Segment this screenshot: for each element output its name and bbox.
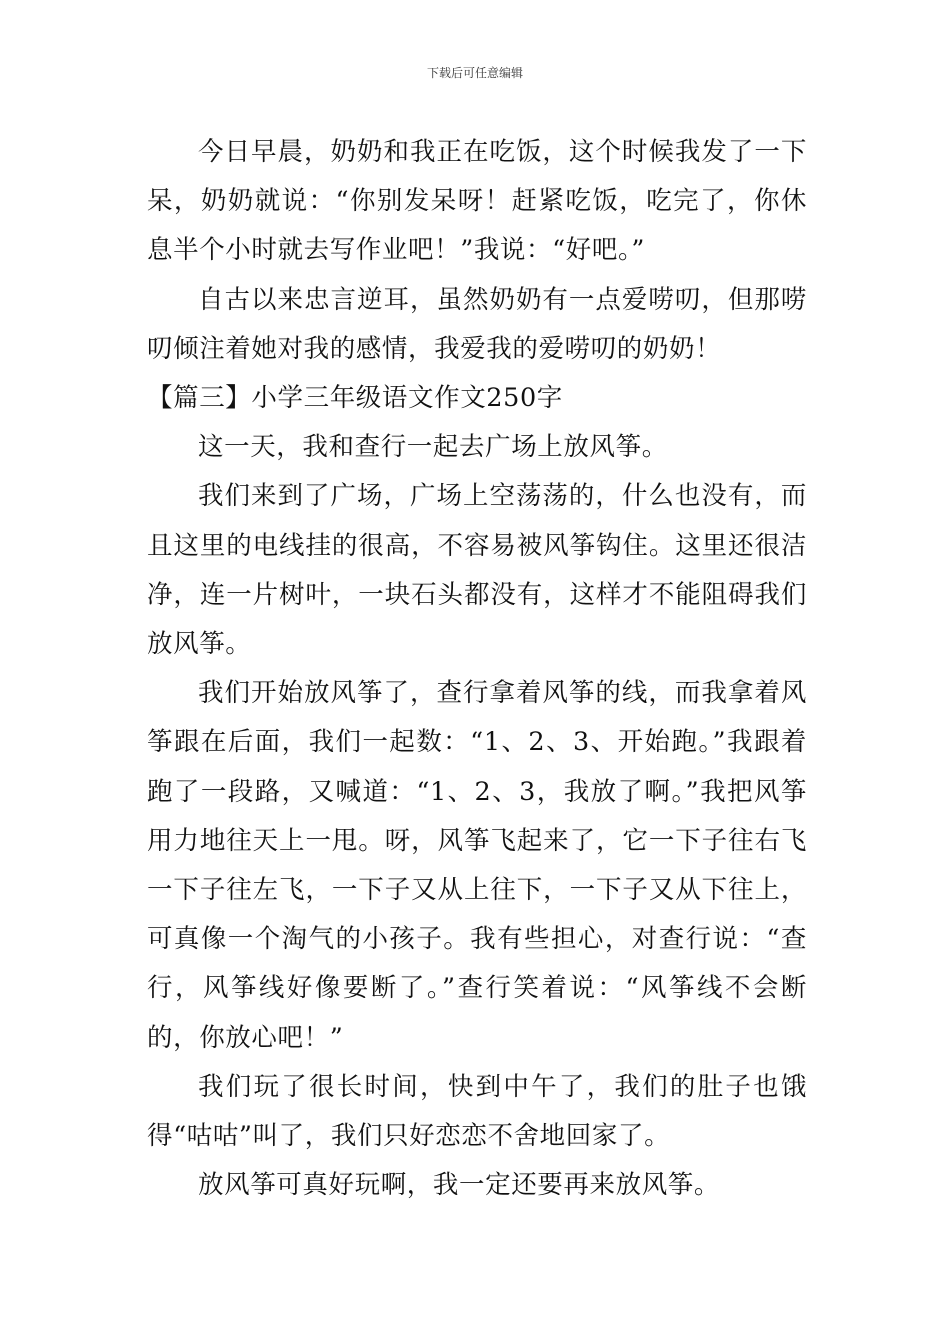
paragraph-going-home: 我们玩了很长时间，快到中午了，我们的肚子也饿得“咕咕”叫了，我们只好恋恋不舍地回家了。 — [147, 1071, 807, 1152]
paragraph-square: 我们来到了广场，广场上空荡荡的，什么也没有，而且这里的电线挂的很高，不容易被风筝钩住。这里还很洁净，连一片树叶，一块石头都没有，这样才不能阻碍我们放风筝。 — [147, 481, 807, 660]
paragraph-breakfast: 今日早晨，奶奶和我正在吃饭，这个时候我发了一下呆，奶奶就说：“你别发呆呀！赶紧吃饭，吃完了，你休息半个小时就去写作业吧！”我说：“好吧。” — [147, 137, 807, 266]
document-body — [147, 128, 807, 1210]
paragraph-grandma-love: 自古以来忠言逆耳，虽然奶奶有一点爱唠叨，但那唠叨倾注着她对我的感情，我爱我的爱唠叨的奶奶！ — [147, 284, 807, 364]
section-title: 【篇三】小学三年级语文作文250字 — [147, 383, 563, 414]
paragraph-flying-kite: 我们开始放风筝了，查行拿着风筝的线，而我拿着风筝跟在后面，我们一起数：“1、2、3、开始跑。”我跟着跑了一段路，又喊道：“1、2、3，我放了啊。”我把风筝用力地往天上一甩。呀，风筝飞起来了，它一下子往右飞一下子往左飞，一下子又从上往下，一下子又从下往上，可真像一个淘气的小孩子。我有些担心，对查行说：“查行，风筝线好像要断了。”查行笑着说：“风筝线不会断的，你放心吧！” — [147, 678, 807, 1053]
paragraph-kite-day: 这一天，我和查行一起去广场上放风筝。 — [198, 432, 668, 463]
page-header-note: 下载后可任意编辑 — [426, 66, 523, 80]
paragraph-conclusion: 放风筝可真好玩啊，我一定还要再来放风筝。 — [198, 1170, 721, 1201]
